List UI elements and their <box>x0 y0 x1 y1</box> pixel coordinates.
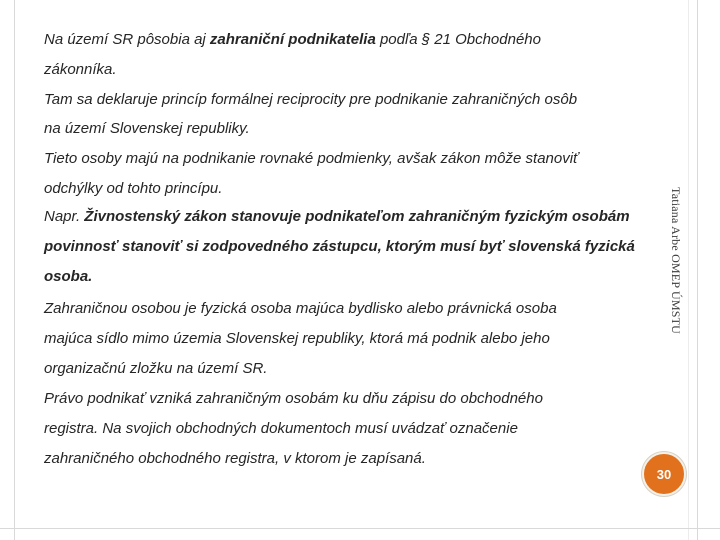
frame-line-inner-right <box>688 0 689 540</box>
text-line-1-bold: zahraniční podnikatelia <box>209 31 376 48</box>
text-line-3: Tam sa deklaruje princíp formálnej reciprocity pre podnikanie zahraničných osôb <box>44 91 578 108</box>
text-line-1-pre: Na území SR pôsobia aj <box>44 31 210 48</box>
text-line-15: zahraničného obchodného registra, v ktorom je zapísaná. <box>44 450 426 467</box>
text-line-10: Zahraničnou osobou je fyzická osoba majúca bydlisko alebo právnická osoba <box>44 300 557 317</box>
frame-line-right <box>697 0 698 540</box>
text-line-2: zákonníka. <box>44 61 117 78</box>
frame-line-bottom <box>0 528 720 529</box>
text-line-9: osoba. <box>44 268 93 285</box>
text-line-13: Právo podnikať vzniká zahraničným osobám ku dňu zápisu do obchodného <box>44 390 543 407</box>
text-line-1 <box>44 31 541 49</box>
text-line-7-pre: Napr. <box>44 208 85 225</box>
text-line-7 <box>44 208 630 226</box>
page-number-badge: 30 <box>642 452 686 496</box>
text-line-6: odchýlky od tohto princípu. <box>44 180 223 197</box>
text-line-8: povinnosť stanoviť si zodpovedného zástupcu, ktorým musí byť slovenská fyzická <box>44 238 635 255</box>
text-line-5: Tieto osoby majú na podnikanie rovnaké podmienky, avšak zákon môže stanoviť <box>44 150 579 167</box>
text-line-11: majúca sídlo mimo územia Slovenskej republiky, ktorá má podnik alebo jeho <box>44 330 550 347</box>
text-line-12: organizačnú zložku na území SR. <box>44 360 268 377</box>
author-side-label: Tatiana Arbe OMEP ÚMSTU <box>669 187 683 334</box>
text-line-7-bold: Živnostenský zákon stanovuje podnikateľom zahraničným fyzickým osobám <box>84 208 630 225</box>
text-line-1-post: podľa § 21 Obchodného <box>375 31 541 48</box>
text-line-4: na území Slovenskej republiky. <box>44 120 250 137</box>
text-line-14: registra. Na svojich obchodných dokumentoch musí uvádzať označenie <box>44 420 518 437</box>
frame-line-left <box>14 0 15 540</box>
